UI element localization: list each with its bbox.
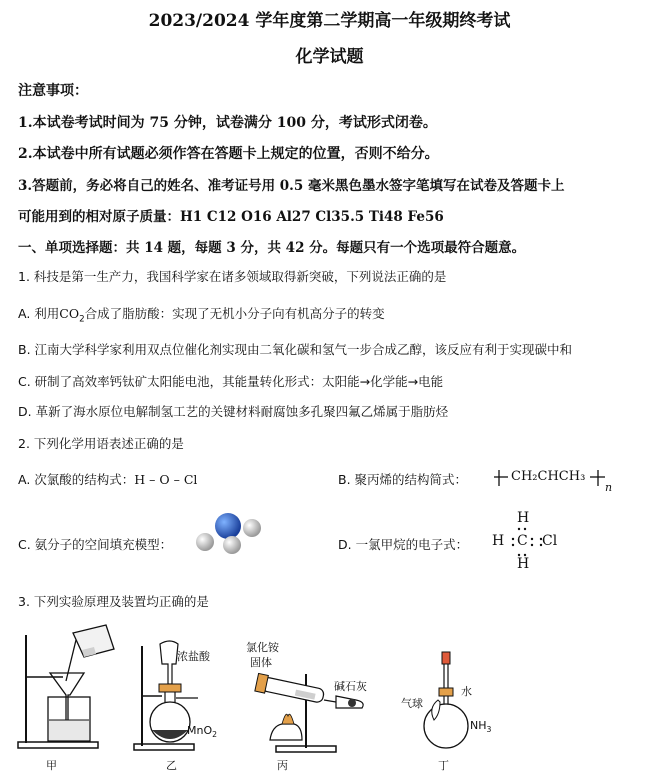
caption-jia: 甲	[46, 759, 57, 772]
q2-stem: 2. 下列化学用语表述正确的是	[18, 436, 184, 451]
caption-ding: 丁	[438, 759, 449, 772]
q1-option-a	[18, 304, 385, 325]
ch3cl-h-top: H	[517, 510, 530, 526]
notice-item-1: 1.本试卷考试时间为 75 分钟，试卷满分 100 分，考试形式闭卷。	[18, 115, 437, 131]
q2-b-sub-n: n	[605, 481, 613, 494]
ammonia-model-icon	[192, 510, 264, 556]
ch3cl-h-left: H	[492, 533, 505, 549]
apparatus-jia-filtration	[18, 625, 128, 755]
q2-option-d: D. 一氯甲烷的电子式：	[338, 537, 469, 552]
label-nh4cl-2: 固体	[250, 656, 272, 669]
q2-a-formula: H – O – Cl	[134, 472, 198, 487]
caption-yi: 乙	[166, 759, 177, 772]
label-balloon: 气球	[401, 697, 423, 710]
q1-a-sub: 2	[79, 314, 85, 325]
q2-option-a	[18, 470, 197, 488]
q1-option-d: D. 革新了海水原位电解制氢工艺的关键材料耐腐蚀多孔聚四氟乙烯属于脂肪烃	[18, 404, 449, 419]
ch3cl-h-bottom: H	[517, 556, 530, 572]
label-nh3: $NH_3$	[470, 719, 492, 735]
label-conc-hcl: 浓盐酸	[177, 650, 210, 663]
q1-a-suffix: 合成了脂肪酸：实现了无机小分子向有机高分子的转变	[84, 306, 385, 321]
label-soda-lime: 碱石灰	[334, 680, 367, 693]
q3-stem: 3. 下列实验原理及装置均正确的是	[18, 594, 209, 609]
q1-a-prefix: A. 利用	[18, 306, 60, 321]
label-nh4cl-1: 氯化铵	[246, 641, 279, 654]
q1-option-c: C. 研制了高效率钙钛矿太阳能电池，其能量转化形式：太阳能→化学能→电能	[18, 374, 444, 389]
q2-b-formula: CH₂CHCH₃	[511, 469, 586, 484]
ch3cl-cl: Cl	[542, 533, 558, 549]
q1-option-b: B. 江南大学科学家利用双点位催化剂实现由二氧化碳和氢气一步合成乙醇，该反应有利于实现碳中和	[18, 342, 573, 357]
electron-dots	[500, 525, 550, 565]
notice-item-2: 2.本试卷中所有试题必须作答在答题卡上规定的位置，否则不给分。	[18, 146, 439, 162]
section-heading: 一、单项选择题：共 14 题，每题 3 分，共 42 分。每题只有一个选项最符合题意。	[18, 240, 526, 256]
q1-stem: 1. 科技是第一生产力，我国科学家在诸多领域取得新突破，下列说法正确的是	[18, 269, 447, 284]
q2-option-b	[338, 470, 467, 488]
exam-title: 2023/2024 学年度第二学期高一年级期终考试	[148, 11, 511, 31]
label-mno2: MnO$_2$	[187, 724, 218, 740]
label-water: 水	[461, 685, 472, 698]
ch3cl-c: C	[517, 533, 528, 549]
q1-a-co: CO	[59, 306, 80, 321]
subject-title: 化学试题	[295, 47, 364, 67]
atomic-masses: 可能用到的相对原子质量：H1 C12 O16 Al27 Cl35.5 Ti48 Fe56	[18, 209, 444, 225]
q2-a-label: A. 次氯酸的结构式：	[18, 472, 135, 487]
apparatus-ding-fountain	[420, 650, 490, 754]
notice-heading: 注意事项：	[18, 83, 88, 99]
q2-option-c: C. 氨分子的空间填充模型：	[18, 537, 173, 552]
notice-item-3: 3.答题前，务必将自己的姓名、准考证号用 0.5 毫米黑色墨水签字笔填写在试卷及答题卡上	[18, 178, 565, 194]
q2-b-label: B. 聚丙烯的结构简式：	[338, 472, 468, 487]
caption-bing: 丙	[277, 759, 288, 772]
